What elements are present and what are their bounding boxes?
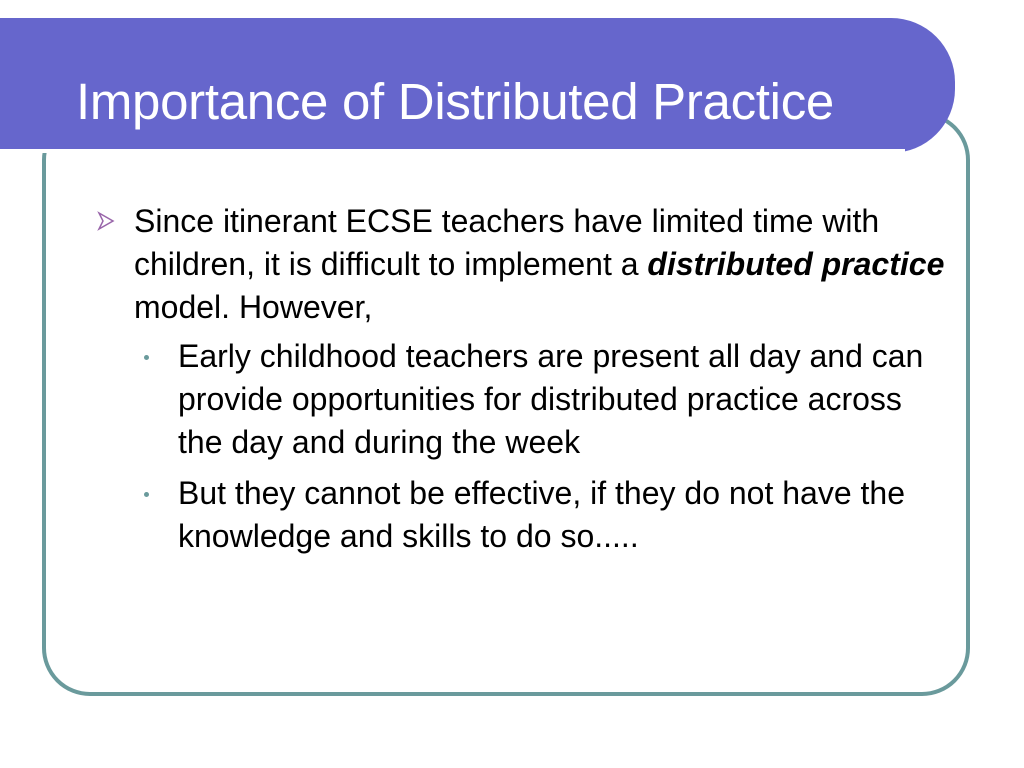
bullet-text-after: model. However, — [134, 289, 373, 325]
bullet-emphasis: distributed practice — [647, 246, 945, 282]
chevron-right-icon — [96, 211, 116, 231]
bullet-text-before: Since itinerant ECSE teachers have limited time with children, it is difficult to implement a — [134, 203, 880, 282]
slide-title: Importance of Distributed Practice — [76, 73, 834, 130]
sub-bullet-list — [134, 335, 946, 558]
sub-bullet-text: But they cannot be effective, if they do not have the knowledge and skills to do so..... — [178, 475, 906, 554]
dot-icon — [144, 355, 149, 360]
dot-icon — [144, 492, 149, 497]
sub-bullet-item — [134, 335, 930, 464]
bullet-item — [96, 200, 946, 558]
title-underline — [0, 149, 905, 153]
bullet-list — [96, 200, 946, 566]
sub-bullet-item — [134, 472, 930, 558]
sub-bullet-text: Early childhood teachers are present all day and can provide opportunities for distributed practice across the day and during the week — [178, 338, 924, 460]
